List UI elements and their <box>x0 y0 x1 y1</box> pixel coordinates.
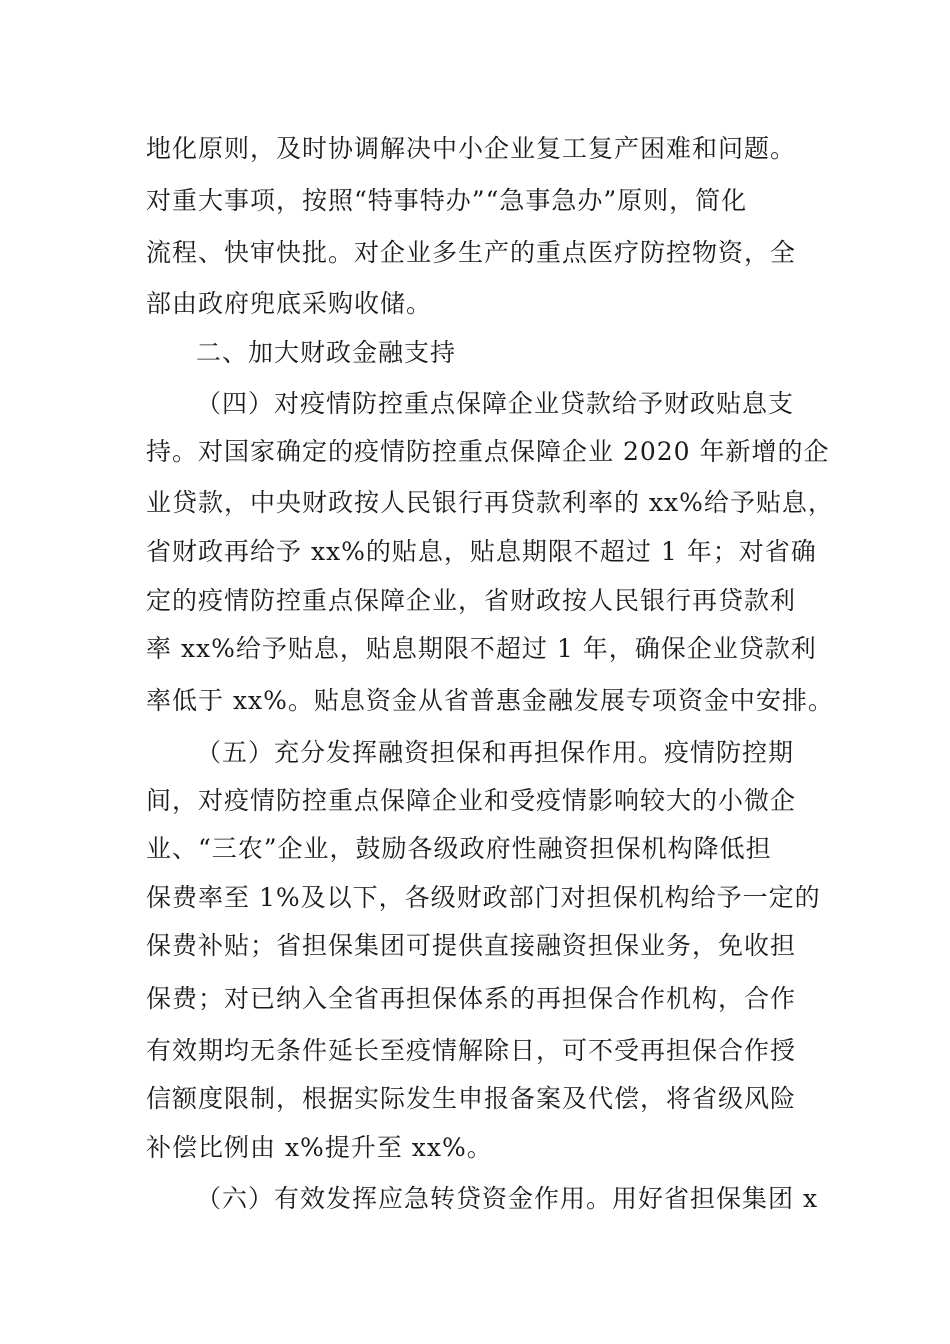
paragraph-line: 定的疫情防控重点保障企业，省财政按人民银行再贷款利 <box>146 586 797 615</box>
section-heading: 二、加大财政金融支持 <box>196 338 457 367</box>
paragraph-line: 持。对国家确定的疫情防控重点保障企业 2020 年新增的企 <box>146 437 830 466</box>
paragraph-line: 业、“三农”企业，鼓励各级政府性融资担保机构降低担 <box>146 834 772 863</box>
paragraph-line: 率 xx%给予贴息，贴息期限不超过 1 年，确保企业贷款利 <box>146 634 817 663</box>
paragraph-line: 保费补贴；省担保集团可提供直接融资担保业务，免收担 <box>146 931 797 960</box>
paragraph-line: 流程、快审快批。对企业多生产的重点医疗防控物资，全 <box>146 238 797 267</box>
paragraph-line: 保费；对已纳入全省再担保体系的再担保合作机构，合作 <box>146 984 797 1013</box>
paragraph-line: 保费率至 1%及以下，各级财政部门对担保机构给予一定的 <box>146 883 821 912</box>
paragraph-line: 省财政再给予 xx%的贴息，贴息期限不超过 1 年；对省确 <box>146 537 817 566</box>
paragraph-line: （四）对疫情防控重点保障企业贷款给予财政贴息支 <box>196 389 795 418</box>
paragraph-line: （六）有效发挥应急转贷资金作用。用好省担保集团 x <box>196 1184 819 1213</box>
paragraph-line: 间，对疫情防控重点保障企业和受疫情影响较大的小微企 <box>146 786 797 815</box>
paragraph-line: （五）充分发挥融资担保和再担保作用。疫情防控期 <box>196 738 795 767</box>
paragraph-line: 地化原则，及时协调解决中小企业复工复产困难和问题。 <box>146 134 797 163</box>
paragraph-line: 补偿比例由 x%提升至 xx%。 <box>146 1133 493 1162</box>
paragraph-line: 部由政府兜底采购收储。 <box>146 289 433 318</box>
paragraph-line: 对重大事项，按照“特事特办”“急事急办”原则，简化 <box>146 186 748 215</box>
paragraph-line: 有效期均无条件延长至疫情解除日，可不受再担保合作授 <box>146 1036 797 1065</box>
paragraph-line: 业贷款，中央财政按人民银行再贷款利率的 xx%给予贴息， <box>146 488 834 517</box>
paragraph-line: 信额度限制，根据实际发生申报备案及代偿，将省级风险 <box>146 1084 797 1113</box>
paragraph-line: 率低于 xx%。贴息资金从省普惠金融发展专项资金中安排。 <box>146 686 834 715</box>
